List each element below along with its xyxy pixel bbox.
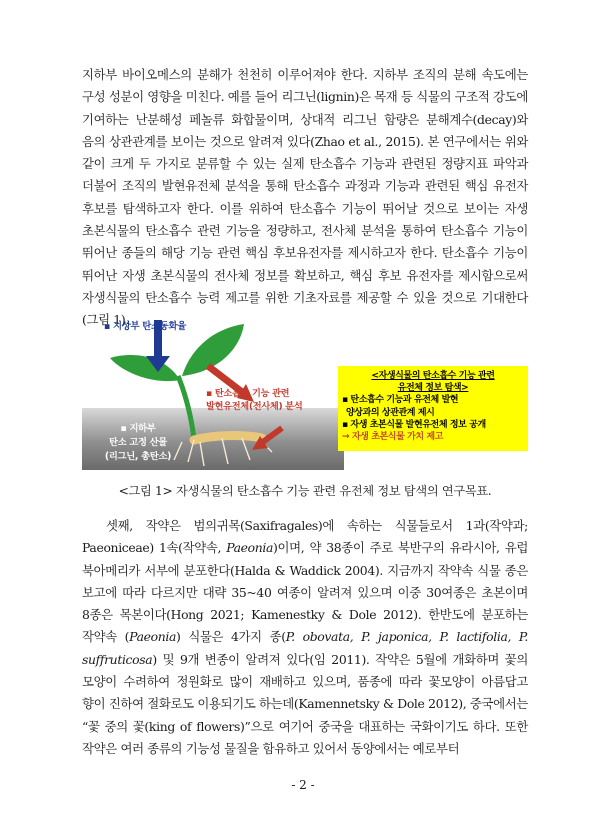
label-aboveground: ▪ 지상부 탄소동화율 <box>104 321 187 332</box>
label-transcriptome-line1: ▪ 탄소흡수 기능 관련 <box>206 388 290 399</box>
label-transcriptome <box>206 387 302 413</box>
figure-1 <box>82 310 528 470</box>
goal-item-2: ▪ 자생 초본식물 발현유전체 정보 공개 <box>342 419 486 430</box>
goal-item-1: ▪ 탄소흡수 기능과 유전체 발현 <box>342 395 459 406</box>
genus-name-2: Paeonia <box>129 629 177 645</box>
page-number: - 2 - <box>291 778 315 792</box>
soil-label-line3: (리그닌, 총탄소) <box>104 451 172 462</box>
genus-name-1: Paeonia <box>226 540 274 556</box>
text-part-2: )이며, 약 38종이 주로 북반구의 유라시아, 유럽 북아메리카 서부에 분포한다(Halda & Waddick 2004). 지금까지 작약속 식물 종은 보고에 따라 다르지만 대략 35~40 여종이 알려져 있으며 이중 30여종은 초본이며 8종은 목본이다(Hong 2021; Kamenestky & Dole 2012). 한반도에 분포하는 작약속 ( <box>82 540 528 645</box>
text-part-3: ) 식물은 4가지 종( <box>176 629 286 645</box>
paragraph-text: 지하부 바이오메스의 분해가 천천히 이루어져야 한다. 지하부 조직의 분해 속도에는 구성 성분이 영향을 미친다. 예를 들어 리그닌(lignin)은 목재 등 식물의 구조적 강도에 기여하는 난분해성 페놀류 화합물이며, 상대적 리그닌 함량은 분해계수(decay)와 음의 상관관계를 보이는 것으로 알려져 있다(Zhao et al., 2015). 본 연구에서는 위와 같이 크게 두 가지로 분류할 수 있는 실제 탄소흡수 기능과 관련된 정량지표 파악과 더불어 조직의 발현유전체 분석을 통해 탄소흡수 과정과 기능과 관련된 핵심 유전자 후보를 탐색하고자 한다. 이를 위하여 탄소흡수 기능이 뛰어날 것으로 보이는 자생 초본식물의 탄소흡수 관련 기능을 정량하고, 전사체 분석을 통하여 탄소흡수 기능이 뛰어난 종들의 해당 기능 관련 핵심 후보유전자를 제시하고자 한다. 탄소흡수 기능이 뛰어난 자생 초본식물의 전사체 정보를 확보하고, 핵심 후보 유전자를 제시함으로써 자생식물의 탄소흡수 능력 제고를 위한 기초자료를 제공할 수 있을 것으로 기대한다(그림 1). <box>82 67 528 328</box>
goal-item-1b: 양상과의 상관관계 제시 <box>346 407 435 418</box>
text-part-4: ) 및 9개 변종이 알려져 있다(임 2011). 작약은 5월에 개화하며 꽃의 모양이 수려하여 정원화로 많이 재배하고 있으며, 품종에 따라 꽃모양이 아름답고 향이 진하여 절화로도 이용되기도 하는데(Kamennetsky & Dole 2012), 중국에서는 “꽃 중의 꽃(king of flowers)”으로 여기어 중국을 대표하는 국화이기도 하다. 또한 작약은 여러 종류의 기능성 물질을 함유하고 있어서 동양에서는 예로부터 <box>82 651 529 756</box>
soil-label-line1: ▪ 지하부 <box>120 423 156 434</box>
text-part-1: 셋째, 작약은 범의귀목(Saxifragales)에 속하는 식물들로서 1과(작약과; Paeoniceae) 1속(작약속, <box>82 518 528 556</box>
soil-label-line2: 탄소 고정 산물 <box>109 437 167 448</box>
intro-paragraph <box>82 64 528 332</box>
goal-result: → 자생 초본식물 가치 제고 <box>342 432 444 443</box>
paeonia-paragraph <box>82 515 528 760</box>
goal-box-title-2: 유전체 정보 탐색> <box>397 383 469 394</box>
label-transcriptome-line2: 발현유전체(전사체) 분석 <box>206 401 303 412</box>
figure-caption: <그림 1> 자생식물의 탄소흡수 기능 관련 유전체 정보 탐색의 연구목표. <box>118 484 492 498</box>
leaf-left <box>110 355 180 381</box>
goal-box-title-1: <자생식물의 탄소흡수 기능 관련 <box>371 371 495 381</box>
root-main <box>194 436 262 440</box>
label-belowground <box>88 422 188 464</box>
species-names: P. obovata, P. japonica, P. lactifolia, P. suffruticosa <box>82 629 528 667</box>
goal-box <box>338 366 528 451</box>
